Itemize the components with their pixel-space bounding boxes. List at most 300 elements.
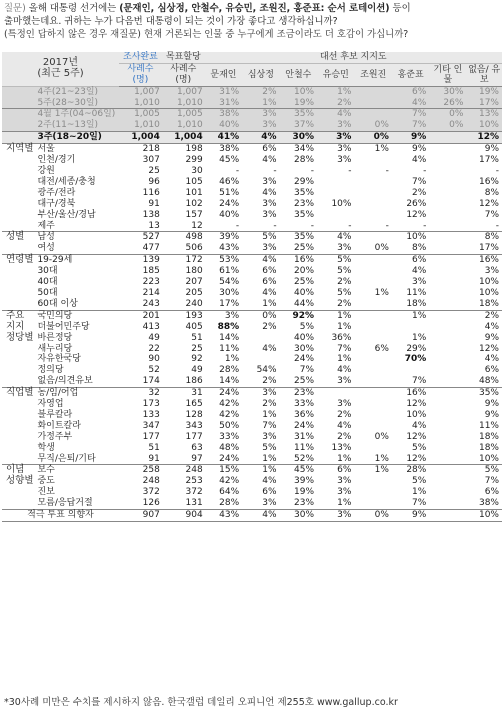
value-cell: 4% xyxy=(392,98,429,109)
value-cell xyxy=(429,188,466,199)
value-cell: 2% xyxy=(262,399,277,410)
value-cell: 10% xyxy=(331,198,352,209)
value-cell: 35% xyxy=(280,109,317,120)
value-cell: 10% xyxy=(478,277,499,288)
row-group-label xyxy=(2,177,37,188)
value-cell: 0% xyxy=(374,243,389,254)
value-cell: 7% xyxy=(299,365,315,376)
value-cell: 9% xyxy=(392,132,429,144)
value-cell xyxy=(354,188,391,199)
value-cell: 10% xyxy=(280,86,317,97)
sample-target: 1,010 xyxy=(162,120,205,131)
sample-target: 498 xyxy=(162,232,205,243)
header-n1-line2: 사례수 xyxy=(119,63,162,74)
value-cell xyxy=(354,277,391,288)
sample-target: 207 xyxy=(185,277,203,288)
value-cell xyxy=(317,188,354,199)
value-cell: 19% xyxy=(294,487,315,498)
row-label: 모름/응답거절 xyxy=(37,498,93,509)
header-row-top xyxy=(2,52,502,63)
sample-completed: 49 xyxy=(148,332,160,343)
table-row xyxy=(2,510,502,522)
value-cell xyxy=(429,277,466,288)
row-label: 5주(28~30일) xyxy=(37,98,119,109)
value-cell: 39% xyxy=(205,232,242,243)
value-cell: - xyxy=(273,166,277,177)
value-cell: 48% xyxy=(478,376,499,387)
value-cell: 3% xyxy=(337,155,352,166)
table-row xyxy=(2,388,502,399)
row-label: 4주(21~23일) xyxy=(37,86,119,97)
sample-target: 198 xyxy=(162,144,205,155)
sample-target: 172 xyxy=(162,255,205,266)
row-label: 대구/경북 xyxy=(37,198,76,209)
row-label: 30대 xyxy=(37,266,58,277)
value-cell xyxy=(354,109,391,120)
value-cell: 3% xyxy=(337,243,352,254)
value-cell: 2% xyxy=(337,409,352,420)
value-cell: 17% xyxy=(478,155,499,166)
value-cell xyxy=(429,443,466,454)
value-cell: 4% xyxy=(262,287,277,298)
value-cell: 2% xyxy=(337,277,352,288)
value-cell: 45% xyxy=(219,155,240,166)
sample-completed: 173 xyxy=(142,399,160,410)
row-label: 블루칼라 xyxy=(37,409,73,420)
value-cell: 35% xyxy=(280,232,317,243)
value-cell: 5% xyxy=(412,476,427,487)
sample-target: 165 xyxy=(185,399,203,410)
sample-target: 372 xyxy=(185,487,203,498)
sample-completed: 1,010 xyxy=(119,120,162,131)
row-label: 자영업 xyxy=(37,399,64,410)
row-label: 서울 xyxy=(37,144,119,155)
value-cell xyxy=(429,388,466,399)
table-row xyxy=(2,443,502,454)
row-label: 3주(18~20일) xyxy=(37,132,119,144)
row-label: 남성 xyxy=(37,232,119,243)
value-cell: 12% xyxy=(406,399,427,410)
row-group-label: 직업별 xyxy=(2,388,37,399)
value-cell: 5% xyxy=(299,321,315,332)
value-cell: 40% xyxy=(205,120,242,131)
value-cell xyxy=(354,98,391,109)
value-cell: 33% xyxy=(294,399,315,410)
sample-completed: 91 xyxy=(148,198,160,209)
row-group-label xyxy=(2,266,37,277)
value-cell: 3% xyxy=(262,198,277,209)
sample-completed: 1,005 xyxy=(119,109,162,120)
value-cell: 17% xyxy=(478,243,499,254)
sample-completed: 477 xyxy=(142,243,160,254)
question-line1-pre: 올해 대통령 선거에는 xyxy=(28,3,117,14)
value-cell xyxy=(429,177,466,188)
value-cell: 12% xyxy=(478,343,499,354)
row-group-label xyxy=(2,443,37,454)
question-line1-post: 등이 xyxy=(392,3,411,14)
row-group-label xyxy=(2,277,37,288)
value-cell: 0% xyxy=(354,120,391,131)
table-row xyxy=(2,210,502,221)
sample-completed: 307 xyxy=(142,155,160,166)
row-group-label: 연령별 xyxy=(2,255,37,266)
value-cell: 3% xyxy=(317,120,354,131)
value-cell: 12% xyxy=(406,431,427,442)
sample-target: 177 xyxy=(185,431,203,442)
value-cell: 24% xyxy=(219,198,240,209)
value-cell xyxy=(429,333,466,344)
header-n1-line1: 조사완료 xyxy=(119,52,162,63)
value-cell: 2% xyxy=(262,321,277,332)
value-cell: 10% xyxy=(406,409,427,420)
row-group-label xyxy=(2,498,37,509)
table-row xyxy=(2,465,502,476)
value-cell xyxy=(354,421,391,432)
table-row xyxy=(2,454,502,465)
value-cell: 52% xyxy=(294,453,315,464)
sample-completed: 174 xyxy=(142,376,160,387)
value-cell: 13% xyxy=(331,442,352,453)
row-label: 더불어민주당 xyxy=(37,321,90,332)
value-cell: 3% xyxy=(317,144,354,155)
value-cell: 54% xyxy=(219,277,240,288)
row-group-label xyxy=(2,421,37,432)
value-cell xyxy=(354,354,391,365)
value-cell xyxy=(392,322,429,333)
row-label: 여성 xyxy=(37,243,55,254)
table-row xyxy=(2,221,502,232)
header-col-none: 없음/ 유보 xyxy=(468,64,501,85)
value-cell: 1% xyxy=(262,409,277,420)
sample-target: 25 xyxy=(191,343,203,354)
sample-completed: 347 xyxy=(142,420,160,431)
value-cell: 0% xyxy=(242,310,279,321)
value-cell xyxy=(429,498,466,509)
value-cell: 19% xyxy=(280,98,317,109)
row-label: 부산/울산/경남 xyxy=(37,209,96,220)
value-cell: 40% xyxy=(219,209,240,220)
row-label: 바른정당 xyxy=(37,332,73,343)
value-cell: 44% xyxy=(294,298,315,309)
sample-completed: 243 xyxy=(142,298,160,309)
value-cell: 2% xyxy=(337,431,352,442)
sample-target: 1,005 xyxy=(162,109,205,120)
value-cell: 7% xyxy=(412,498,427,509)
row-label: 학생 xyxy=(37,442,55,453)
header-group-title: 대선 후보 지지도 xyxy=(205,52,502,63)
value-cell: 8% xyxy=(412,243,427,254)
value-cell: 10% xyxy=(466,120,502,131)
sample-completed: 13 xyxy=(148,220,160,231)
row-group-label xyxy=(2,376,37,387)
value-cell: 38% xyxy=(478,498,499,509)
value-cell: 6% xyxy=(262,277,277,288)
row-label: 19-29세 xyxy=(37,255,119,266)
value-cell: 5% xyxy=(337,287,352,298)
row-group-label: 정당별 xyxy=(6,331,34,343)
table-row xyxy=(2,476,502,487)
value-cell: 2% xyxy=(337,298,352,309)
poll-table xyxy=(2,52,502,522)
value-cell: 3% xyxy=(337,476,352,487)
value-cell: 31% xyxy=(205,98,242,109)
sample-target: 92 xyxy=(191,354,203,365)
value-cell xyxy=(354,399,391,410)
value-cell: 2% xyxy=(262,376,277,387)
sample-completed: 116 xyxy=(142,187,160,198)
row-label: 진보 xyxy=(37,487,55,498)
sample-target: 253 xyxy=(185,476,203,487)
value-cell xyxy=(354,86,391,97)
question-line3: (특정인 답하지 않은 경우 재질문) 현재 거론되는 인물 중 누구에게 조금이라도 더 호감이 가십니까? xyxy=(4,29,409,40)
value-cell: - xyxy=(310,166,315,177)
header-n2-line2: 사례수 xyxy=(162,63,205,74)
value-cell: 18% xyxy=(478,298,499,309)
value-cell: 1% xyxy=(317,310,354,321)
value-cell xyxy=(354,210,391,221)
table-row xyxy=(2,98,502,109)
value-cell: 8% xyxy=(484,187,499,198)
value-cell: 1% xyxy=(412,332,427,343)
value-cell: 19% xyxy=(466,86,502,97)
value-cell: 3% xyxy=(484,266,499,277)
value-cell: - xyxy=(385,220,389,231)
value-cell: 30% xyxy=(429,86,466,97)
value-cell: 17% xyxy=(466,98,502,109)
row-group-label xyxy=(2,120,37,131)
value-cell: 24% xyxy=(219,453,240,464)
row-group-label xyxy=(2,399,37,410)
sample-target: 1,010 xyxy=(162,98,205,109)
sample-target: 240 xyxy=(185,298,203,309)
value-cell: 7% xyxy=(392,120,429,131)
row-group-label xyxy=(2,98,37,109)
row-group-label xyxy=(2,299,37,310)
value-cell: 1% xyxy=(242,98,279,109)
table-row xyxy=(2,266,502,277)
row-group-label: 지역별 xyxy=(2,144,37,155)
row-label: 중도 xyxy=(37,476,55,487)
value-cell xyxy=(429,487,466,498)
value-cell: 6% xyxy=(317,465,354,476)
value-cell xyxy=(354,155,391,166)
value-cell: - xyxy=(348,166,352,177)
value-cell: 1% xyxy=(354,465,391,476)
value-cell: 4% xyxy=(242,510,279,522)
value-cell: 7% xyxy=(484,209,499,220)
value-cell: 4% xyxy=(242,132,279,144)
value-cell xyxy=(429,399,466,410)
row-group-label xyxy=(2,199,37,210)
value-cell: 11% xyxy=(219,343,240,354)
row-group-label xyxy=(2,210,37,221)
sample-completed: 1,007 xyxy=(119,86,162,97)
value-cell: 9% xyxy=(466,144,502,155)
row-label: 60대 이상 xyxy=(37,298,78,309)
value-cell: 1% xyxy=(317,86,354,97)
value-cell: 0% xyxy=(429,109,466,120)
value-cell: 23% xyxy=(294,498,315,509)
value-cell: 4% xyxy=(412,420,427,431)
value-cell: 3% xyxy=(337,399,352,410)
footer-note: *30사례 미만은 수치를 제시하지 않음. 한국갤럽 데일리 오피니언 제255호 www.gallup.co.kr xyxy=(4,697,398,708)
value-cell: 30% xyxy=(280,510,317,522)
table-row xyxy=(2,333,502,344)
row-group-label xyxy=(2,432,37,443)
sample-completed: 51 xyxy=(148,442,160,453)
table-row xyxy=(2,166,502,177)
sample-completed: 214 xyxy=(142,287,160,298)
value-cell: 1% xyxy=(337,321,352,332)
row-label: 화이트칼라 xyxy=(37,420,81,431)
value-cell: 4% xyxy=(262,155,277,166)
sample-completed: 126 xyxy=(142,498,160,509)
value-cell xyxy=(317,177,354,188)
value-cell xyxy=(317,388,354,399)
value-cell xyxy=(354,232,391,243)
value-cell: 37% xyxy=(280,120,317,131)
value-cell: 11% xyxy=(294,442,315,453)
row-group-label xyxy=(2,132,37,144)
value-cell: 5% xyxy=(466,465,502,476)
value-cell: 30% xyxy=(280,132,317,144)
sample-completed: 1,010 xyxy=(119,98,162,109)
value-cell: 9% xyxy=(392,510,429,522)
sample-target: 405 xyxy=(185,321,203,332)
value-cell xyxy=(429,322,466,333)
row-label: 보수 xyxy=(37,465,119,476)
row-label: 광주/전라 xyxy=(37,187,76,198)
value-cell: - xyxy=(348,220,352,231)
row-label: 국민의당 xyxy=(37,310,119,321)
value-cell: 23% xyxy=(294,198,315,209)
value-cell: 4% xyxy=(412,155,427,166)
sample-completed: 22 xyxy=(148,343,160,354)
value-cell: 4% xyxy=(484,354,499,365)
value-cell: 28% xyxy=(219,498,240,509)
value-cell xyxy=(429,232,466,243)
value-cell: 5% xyxy=(412,442,427,453)
value-cell: 14% xyxy=(219,376,240,387)
value-cell: 1% xyxy=(354,144,391,155)
table-row xyxy=(2,299,502,310)
value-cell xyxy=(354,177,391,188)
value-cell xyxy=(429,266,466,277)
value-cell: 35% xyxy=(294,187,315,198)
value-cell xyxy=(242,354,279,365)
value-cell xyxy=(354,310,391,321)
value-cell: 6% xyxy=(262,487,277,498)
value-cell: 7% xyxy=(337,343,352,354)
row-label: 인천/경기 xyxy=(37,155,76,166)
value-cell xyxy=(354,376,391,387)
sample-target: 128 xyxy=(185,409,203,420)
row-label: 가정주부 xyxy=(37,431,73,442)
value-cell: 6% xyxy=(484,487,499,498)
value-cell xyxy=(429,454,466,465)
header-n2-line1: 목표할당 xyxy=(162,52,205,63)
value-cell: 1% xyxy=(374,453,389,464)
value-cell: 10% xyxy=(478,287,499,298)
value-cell: 45% xyxy=(280,465,317,476)
table-row xyxy=(2,487,502,498)
value-cell: 42% xyxy=(219,476,240,487)
sample-completed: 413 xyxy=(142,321,160,332)
value-cell xyxy=(429,243,466,254)
value-cell xyxy=(429,410,466,421)
sample-completed: 25 xyxy=(148,166,160,177)
value-cell: 40% xyxy=(294,332,315,343)
value-cell xyxy=(429,199,466,210)
value-cell: 17% xyxy=(219,298,240,309)
value-cell: 7% xyxy=(392,109,429,120)
value-cell: 8% xyxy=(466,232,502,243)
sample-target: 193 xyxy=(162,310,205,321)
value-cell: 9% xyxy=(484,399,499,410)
value-cell: 3% xyxy=(337,376,352,387)
value-cell: 25% xyxy=(294,243,315,254)
table-row xyxy=(2,188,502,199)
value-cell: 15% xyxy=(205,465,242,476)
value-cell: 6% xyxy=(374,343,389,354)
table-body xyxy=(2,86,502,521)
sample-completed: 248 xyxy=(142,476,160,487)
row-group-label: 성향별 xyxy=(6,475,34,487)
value-cell xyxy=(429,354,466,365)
value-cell: 4% xyxy=(317,232,354,243)
value-cell: 1% xyxy=(374,287,389,298)
value-cell: 48% xyxy=(219,442,240,453)
value-cell xyxy=(354,443,391,454)
value-cell xyxy=(242,333,279,344)
sample-target: 186 xyxy=(185,376,203,387)
value-cell: 5% xyxy=(337,266,352,277)
sample-completed: 91 xyxy=(148,453,160,464)
value-cell: 3% xyxy=(242,109,279,120)
value-cell: 50% xyxy=(219,420,240,431)
row-label: 제주 xyxy=(37,220,55,231)
sample-completed: 139 xyxy=(119,255,162,266)
sample-target: 299 xyxy=(185,155,203,166)
value-cell: 23% xyxy=(280,388,317,399)
value-cell: 46% xyxy=(219,176,240,187)
value-cell: 18% xyxy=(478,442,499,453)
sample-completed: 177 xyxy=(142,431,160,442)
value-cell: 25% xyxy=(294,277,315,288)
row-group-label: 지지 xyxy=(6,320,25,332)
table-row xyxy=(2,155,502,166)
value-cell: 0% xyxy=(429,120,466,131)
table-row xyxy=(2,432,502,443)
value-cell xyxy=(429,210,466,221)
value-cell: 35% xyxy=(466,388,502,399)
header-col-moon: 문재인 xyxy=(205,63,242,86)
value-cell: 9% xyxy=(392,144,429,155)
value-cell: - xyxy=(423,166,427,177)
value-cell: 3% xyxy=(337,487,352,498)
sample-completed: 527 xyxy=(119,232,162,243)
value-cell: 4% xyxy=(337,365,352,376)
table-row xyxy=(2,376,502,387)
value-cell: 36% xyxy=(331,332,352,343)
value-cell xyxy=(354,299,391,310)
table-row xyxy=(2,132,502,144)
sample-target: 12 xyxy=(191,220,203,231)
value-cell: 41% xyxy=(205,132,242,144)
value-cell xyxy=(429,432,466,443)
value-cell: 92% xyxy=(280,310,317,321)
sample-target: 63 xyxy=(191,442,203,453)
